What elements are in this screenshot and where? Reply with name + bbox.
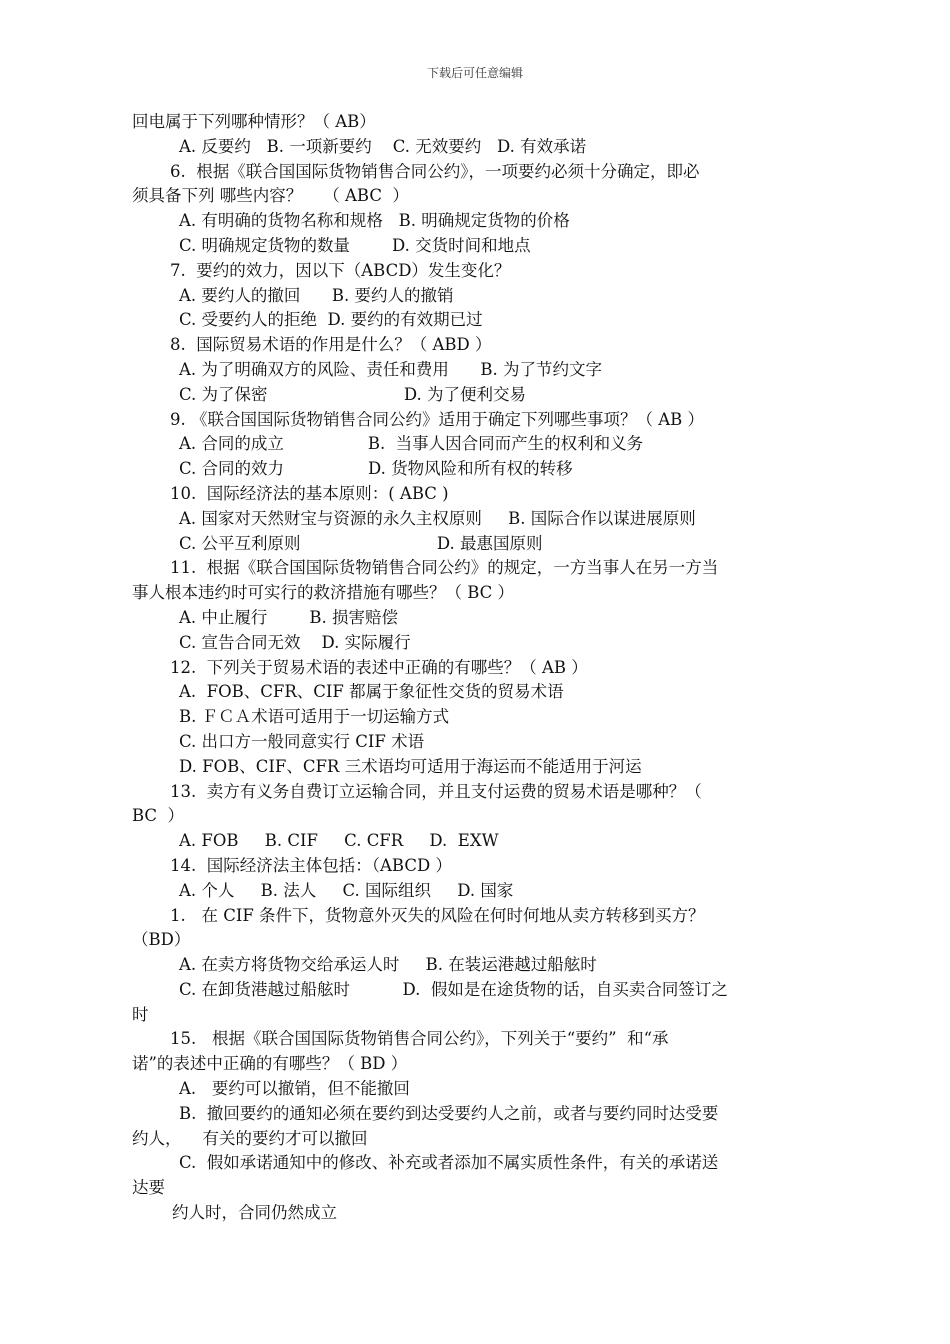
text-line: 约人， 有关的要约才可以撤回 xyxy=(132,1128,368,1148)
text-line: 12. 下列关于贸易术语的表述中正确的有哪些？（ AB ） xyxy=(170,657,588,677)
text-line: 13. 卖方有义务自费订立运输合同，并且支付运费的贸易术语是哪种？（ xyxy=(170,781,702,801)
text-line: C. 在卸货港越过船舷时 D. 假如是在途货物的话，自买卖合同签订之 xyxy=(179,979,728,999)
text-line: （BD） xyxy=(132,930,191,950)
text-line: 须具备下列 哪些内容？ （ ABC ） xyxy=(132,186,409,206)
text-line: 回电属于下列哪种情形？（ AB） xyxy=(132,112,376,131)
text-line: C. 出口方一般同意实行 CIF 术语 xyxy=(179,731,425,751)
text-line: B. ＦＣＡ术语可适用于一切运输方式 xyxy=(179,707,450,727)
text-line: 达要 xyxy=(132,1178,165,1198)
text-line: 6. 根据《联合国国际货物销售合同公约》，一项要约必须十分确定，即必 xyxy=(170,161,700,181)
text-line: C. 合同的效力 D. 货物风险和所有权的转移 xyxy=(179,459,573,479)
text-line: A. 有明确的货物名称和规格 B. 明确规定货物的价格 xyxy=(179,211,570,231)
text-line: A. 要约人的撤回 B. 要约人的撤销 xyxy=(179,285,454,305)
text-line: C. 为了保密 D. 为了便利交易 xyxy=(179,384,527,404)
text-line: 10. 国际经济法的基本原则：( ABC ) xyxy=(170,483,449,503)
text-line: A. 合同的成立 B. 当事人因合同而产生的权利和义务 xyxy=(179,434,644,454)
text-line: C. 受要约人的拒绝 D. 要约的有效期已过 xyxy=(179,310,483,330)
text-line: B. 撤回要约的通知必须在要约到达受要约人之前，或者与要约同时达受要 xyxy=(179,1103,719,1123)
text-line: 事人根本违约时可实行的救济措施有哪些？（ BC ） xyxy=(132,583,515,603)
text-line: 诺”的表述中正确的有哪些？（ BD ） xyxy=(132,1054,408,1074)
text-line: C. 明确规定货物的数量 D. 交货时间和地点 xyxy=(179,235,531,255)
text-line: 7. 要约的效力，因以下（ABCD）发生变化？ xyxy=(170,260,511,280)
document-body xyxy=(132,110,822,1226)
text-line: A. FOB B. CIF C. CFR D. EXW xyxy=(179,831,499,851)
text-line: 时 xyxy=(132,1004,149,1024)
text-line: 约人时，合同仍然成立 xyxy=(172,1203,337,1223)
text-line: A. 反要约 B. 一项新要约 C. 无效要约 D. 有效承诺 xyxy=(179,136,587,156)
text-line: A. FOB、CFR、CIF 都属于象征性交货的贸易术语 xyxy=(179,682,564,702)
text-line: BC ） xyxy=(132,806,185,826)
text-line: 11. 根据《联合国国际货物销售合同公约》的规定，一方当事人在另一方当 xyxy=(170,558,719,578)
text-line: C. 宣告合同无效 D. 实际履行 xyxy=(179,632,411,652)
text-line: D. FOB、CIF、CFR 三术语均可适用于海运而不能适用于河运 xyxy=(179,756,642,776)
page-header: 下载后可任意编辑 xyxy=(426,66,523,80)
text-line: A. 国家对天然财宝与资源的永久主权原则 B. 国际合作以谋进展原则 xyxy=(179,508,696,528)
text-line: 8. 国际贸易术语的作用是什么？（ ABD ） xyxy=(170,335,492,355)
text-line: 15. 根据《联合国国际货物销售合同公约》，下列关于“要约” 和“承 xyxy=(170,1029,669,1049)
text-line: 9. 《联合国国际货物销售合同公约》适用于确定下列哪些事项？（ AB ） xyxy=(170,409,705,429)
text-line: 14. 国际经济法主体包括：（ABCD ） xyxy=(170,855,452,875)
text-line: A. 在卖方将货物交给承运人时 B. 在装运港越过船舷时 xyxy=(179,955,597,975)
text-line: A. 中止履行 B. 损害赔偿 xyxy=(179,607,398,627)
text-line: 1. 在 CIF 条件下，货物意外灭失的风险在何时何地从卖方转移到买方？ xyxy=(170,905,705,925)
text-line: C. 公平互利原则 D. 最惠国原则 xyxy=(179,533,543,553)
text-line: A. 个人 B. 法人 C. 国际组织 D. 国家 xyxy=(179,880,514,900)
text-line: C. 假如承诺通知中的修改、补充或者添加不属实质性条件，有关的承诺送 xyxy=(179,1153,719,1173)
text-line: A. 要约可以撤销，但不能撤回 xyxy=(179,1079,410,1099)
text-line: A. 为了明确双方的风险、责任和费用 B. 为了节约文字 xyxy=(179,359,602,379)
